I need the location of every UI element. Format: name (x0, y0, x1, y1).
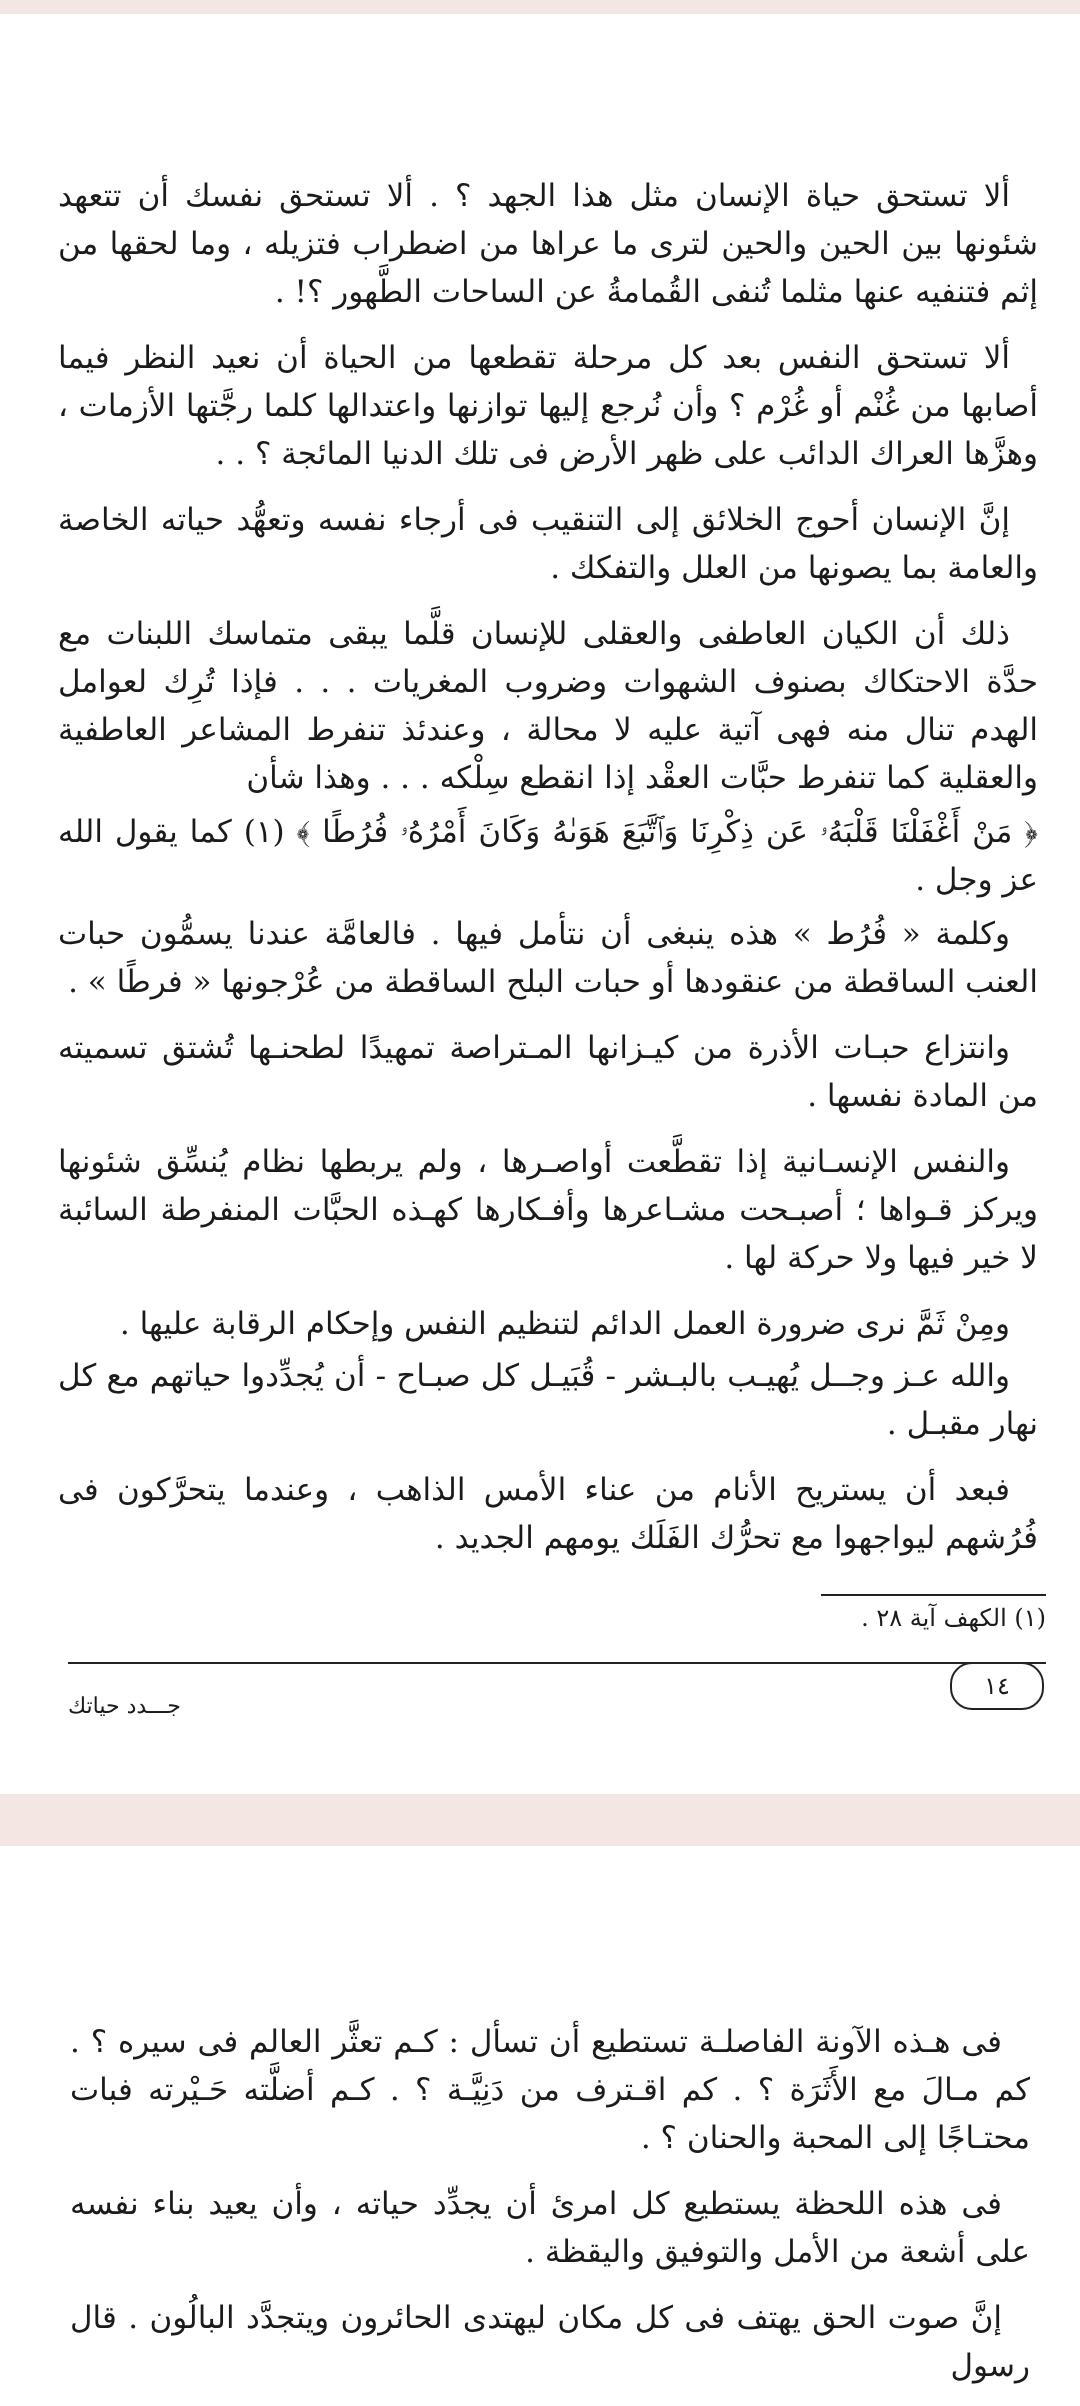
paragraph: فبعد أن يستريح الأنام من عناء الأمس الذاهب ، وعندما يتحرَّكون فى فُرُشهم ليواجهوا مع تحرُّك الفَلَك يومهم الجديد . (58, 1472, 1038, 1556)
page-footer-divider (68, 1662, 1046, 1664)
paragraph: ألا تستحق النفس بعد كل مرحلة تقطعها من الحياة أن نعيد النظر فيما أصابها من غُنْم أو غُرْم ؟ وأن نُرجع إليها توازنها واعتدالها كلما رجَّتها الأزمات ، وهزَّها العراك الدائب على ظهر الأرض فى تلك الدنيا المائجة ؟ . . (58, 340, 1038, 472)
page-number: ١٤ (984, 1672, 1010, 1700)
page-body (70, 2018, 1030, 2406)
book-page-14 (0, 14, 1080, 1794)
footnote: (١) الكهف آية ٢٨ . (861, 1604, 1046, 1632)
paragraph: إنَّ صوت الحق يهتف فى كل مكان ليهتدى الحائرون ويتجدَّد البالُون . قال رسول (70, 2300, 1030, 2384)
footnote-divider (821, 1594, 1046, 1596)
quran-verse-line: ﴿ مَنْ أَغْفَلْنَا قَلْبَهُۥ عَن ذِكْرِنَا وَٱتَّبَعَ هَوَىٰهُ وَكَانَ أَمْرُهُۥ فُرُطًا ﴾ (١) كما يقول الله عز وجل . (58, 814, 1038, 898)
paragraph: والله عـز وجــل يُهيـب بالبـشر - قُبَيـل كل صبـاح - أن يُجدِّدوا حياتهم مع كل نهار مقبـل . (58, 1358, 1038, 1442)
running-book-title: جـــدد حياتك (68, 1694, 181, 1719)
paragraph: والنفس الإنسـانية إذا تقطَّعت أواصـرها ، ولم يربطها نظام يُنسِّق شئونها ويركز قـواها ؛ أصبـحت مشـاعرها وأفـكارها كهـذه الحبَّات المنفرطة السائبة لا خير فيها ولا حركة لها . (58, 1144, 1038, 1276)
paragraph: وانتزاع حبـات الأذرة من كيـزانها المـتراصة تمهيدًا لطحنـها تُشتق تسميته من المادة نفسها . (58, 1030, 1038, 1114)
page-number-badge (950, 1662, 1044, 1710)
paragraph: ومِنْ ثَمَّ نرى ضرورة العمل الدائم لتنظيم النفس وإحكام الرقابة عليها . (119, 1306, 1010, 1342)
paragraph: ألا تستحق حياة الإنسان مثل هذا الجهد ؟ . ألا تستحق نفسك أن تتعهد شئونها بين الحين والحين لترى ما عراها من اضطراب فتزيله ، وما لحقها من إثم فتنفيه عنها مثلما تُنفى القُمامةُ عن الساحات الطَّهور ؟! . (58, 178, 1038, 310)
page-body (58, 172, 1038, 1580)
paragraph: فى هـذه الآونة الفاصلـة تستطيع أن تسأل : كـم تعثَّر العالم فى سيره ؟ . كم مـالَ مع الأَثَرَة ؟ . كم اقـترف من دَنِيَّـة ؟ . كـم أضلَّته حَـيْرته فبات محتـاجًا إلى المحبة والحنان ؟ . (70, 2024, 1030, 2156)
paragraph: ذلك أن الكيان العاطفى والعقلى للإنسان قلَّما يبقى متماسك اللبنات مع حدَّة الاحتكاك بصنوف الشهوات وضروب المغريات . . . فإذا تُرِك لعوامل الهدم تنال منه فهى آتية عليه لا محالة ، وعندئذ تنفرط المشاعر العاطفية والعقلية كما تنفرط حبَّات العقْد إذا انقطع سِلْكه . . . وهذا شأن (58, 616, 1038, 796)
paragraph: فى هذه اللحظة يستطيع كل امرئ أن يجدِّد حياته ، وأن يعيد بناء نفسه على أشعة من الأمل والتوفيق واليقظة . (70, 2186, 1030, 2270)
book-page-15 (0, 1846, 1080, 2406)
paragraph: إنَّ الإنسان أحوج الخلائق إلى التنقيب فى أرجاء نفسه وتعهُّد حياته الخاصة والعامة بما يصونها من العلل والتفكك . (58, 502, 1038, 586)
paragraph: وكلمة « فُرُط » هذه ينبغى أن نتأمل فيها . فالعامَّة عندنا يسمُّون حبات العنب الساقطة من عنقودها أو حبات البلح الساقطة من عُرْجونها « فرطًا » . (58, 916, 1038, 1000)
